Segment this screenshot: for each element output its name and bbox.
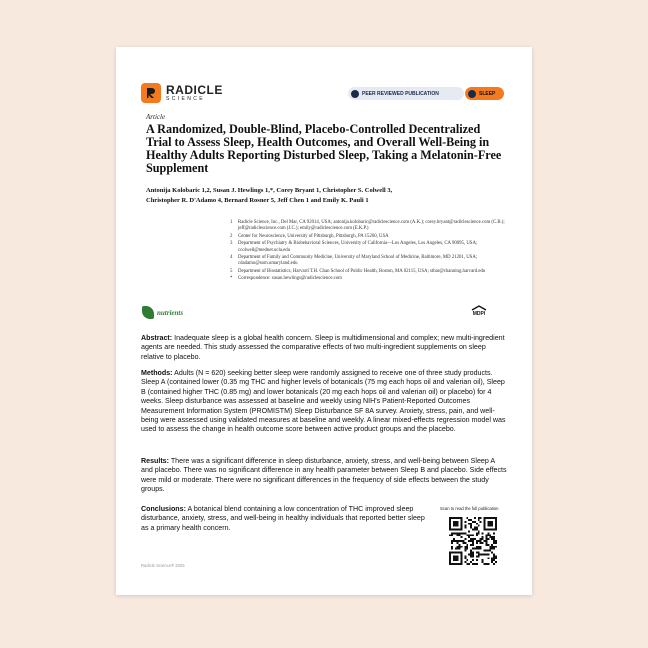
journal-logo (142, 306, 183, 319)
sleep-icon (468, 90, 476, 98)
article-label: Article (146, 113, 166, 121)
radicle-mark-icon (141, 83, 161, 103)
results: Results: There was a significant difference in sleep disturbance, anxiety, stress, and well-being between Sleep A and placebo. There was no significant difference in any health parameter between Sleep B and placebo. Side effects were mild or moderate. There were no significant differences in the frequency of side effects between the study groups. (141, 457, 507, 494)
paper-page (116, 47, 532, 595)
affiliation-item: * Correspondence: susan.hewlings@radiclescience.com (230, 276, 342, 282)
qr-code-icon[interactable] (449, 517, 497, 565)
authors-line-2: Christopher R. D'Adamo 4, Bernard Rosner 5, Jeff Chen 1 and Emily K. Pauli 1 (146, 197, 369, 204)
publisher-name: MDPI (472, 311, 486, 317)
affiliation-item: 2 Center for Neuroscience, University of Pittsburgh, Pittsburgh, PA 15260, USA (230, 233, 389, 239)
leaf-icon (142, 306, 154, 319)
authors-line-1: Antonija Kolobaric 1,2, Susan J. Hewlings 1,*, Corey Bryant 1, Christopher S. Colwell 3, (146, 187, 393, 194)
sleep-badge (465, 87, 504, 100)
affiliation-item: 5 Department of Biostatistics, Harvard T.H. Chan School of Public Health, Boston, MA 02115, USA; stbar@channing.harvard.edu (230, 268, 486, 274)
brand-sub: SCIENCE (166, 96, 206, 102)
brand-name: RADICLE (166, 83, 223, 97)
peer-reviewed-badge (348, 87, 464, 100)
conclusions: Conclusions: A botanical blend containing a low concentration of THC improved sleep disturbance, anxiety, stress, and well-being in healthy individuals that reported better sleep as a primary health concern. (141, 505, 425, 532)
affiliation-item: 4 Department of Family and Community Medicine, University of Maryland School of Medicine, Baltimore, MD 21201, USA; cdadamo@som.umaryland.edu (230, 255, 478, 267)
peer-reviewed-label: PEER REVIEWED PUBLICATION (362, 90, 439, 97)
footer-copyright: Radicle Science® 2025 (141, 563, 185, 568)
methods: Methods: Adults (N = 620) seeking better sleep were randomly assigned to receive one of three study products. Sleep A (contained lower (0.35 mg THC and higher levels of botanicals (75 mg each hops oil and valerian oil), Sleep B (contained higher THC (0.85 mg) and lower botanicals (20 mg each hops oil and valerian oil) or placebo) for 4 weeks. Sleep disturbance was assessed at baseline and weekly using NIH's Patient-Reported Outcomes Measurement Information System (PROMISTM) Sleep Disturbance SF 8A survey. Anxiety, stress, pain, and well-being were assessed using validated measures at baseline and weekly. A linear mixed-effects regression model was used to assess the change in health outcome score between active product groups and the placebo. (141, 369, 506, 434)
radicle-logo (141, 83, 223, 103)
affiliation-item: 3 Department of Psychiatry & Biobehavioral Sciences, University of California—Los Angeles, Los Angeles, CA 90095, USA; ccolwell@mednet.ucla.edu (230, 241, 478, 253)
journal-name: nutrients (157, 308, 184, 317)
author-list (146, 186, 508, 206)
qr-caption: Scan to read the full publication (440, 506, 499, 511)
sleep-label: SLEEP (479, 90, 496, 97)
paper-title: A Randomized, Double-Blind, Placebo-Controlled Decentralized Trial to Assess Sleep, Health Outcomes, and Overall Well-Being in Healthy Adults Reporting Disturbed Sleep, Taking a Melatonin-Free Supplement (146, 122, 502, 175)
abstract: Abstract: Inadequate sleep is a global health concern. Sleep is multidimensional and complex; new multi-ingredient agents are needed. This study assessed the comparative effects of two multi-ingredient supplements on sleep relative to placebo. (141, 334, 505, 361)
affiliations (230, 220, 512, 284)
affiliation-item: 1 Radicle Science, Inc., Del Mar, CA 92014, USA; antonija.kolobaric@radiclescience.com (A.K.); corey.bryant@radiclescience.com (C.B.); jeff@radiclescience.com (J.C.); emily@radiclescience.com (E.K.P.) (230, 220, 505, 232)
peer-review-icon (351, 90, 359, 98)
